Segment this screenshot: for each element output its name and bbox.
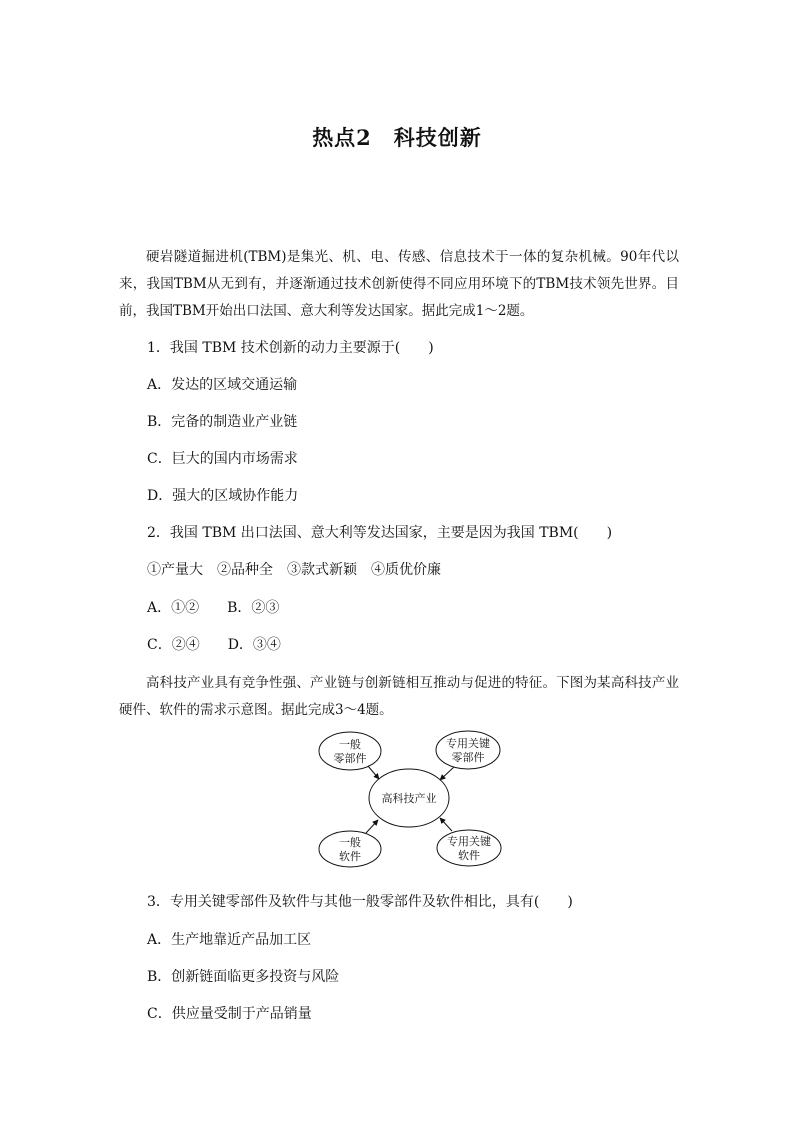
node-key-software-line2: 软件 bbox=[458, 849, 480, 862]
question-3-option-b: B．创新链面临更多投资与风险 bbox=[147, 969, 340, 985]
question-1-option-b: B．完备的制造业产业链 bbox=[147, 414, 298, 430]
node-key-parts-line1: 专用关键 bbox=[446, 737, 490, 750]
node-key-parts-line2: 零部件 bbox=[451, 751, 485, 764]
arrow-general-software bbox=[366, 820, 378, 833]
question-2-options-ab: A．①② B．②③ bbox=[147, 600, 280, 616]
question-2-stem: 2．我国 TBM 出口法国、意大利等发达国家，主要是因为我国 TBM( ) bbox=[147, 525, 613, 541]
question-3-option-c: C．供应量受制于产品销量 bbox=[147, 1006, 312, 1022]
question-3-stem: 3．专用关键零部件及软件与其他一般零部件及软件相比，具有( ) bbox=[147, 894, 573, 910]
node-general-software-line1: 一般 bbox=[339, 836, 361, 849]
node-general-software-line2: 软件 bbox=[339, 850, 361, 863]
question-1-option-d: D．强大的区域协作能力 bbox=[147, 488, 299, 504]
center-node-label: 高科技产业 bbox=[381, 792, 437, 805]
arrow-key-parts bbox=[440, 767, 454, 780]
passage-tbm: 硬岩隧道掘进机(TBM)是集光、机、电、传感、信息技术于一体的复杂机械。90年代以来，我国TBM从无到有，并逐渐通过技术创新使得不同应用环境下的TBM技术领先世界。目前，我国TBM开始出口法国、意大利等发达国家。据此完成1～2题。 bbox=[119, 249, 679, 319]
demand-diagram bbox=[310, 728, 510, 868]
node-general-parts-line2: 零部件 bbox=[333, 752, 367, 765]
question-2-options-cd: C．②④ D．③④ bbox=[147, 637, 281, 653]
question-3-option-a: A．生产地靠近产品加工区 bbox=[147, 932, 312, 948]
question-1-option-c: C．巨大的国内市场需求 bbox=[147, 451, 298, 467]
question-1-stem: 1．我国 TBM 技术创新的动力主要源于( ) bbox=[147, 340, 434, 356]
question-2-items: ①产量大 ②品种全 ③款式新颖 ④质优价廉 bbox=[147, 562, 441, 578]
question-1-option-a: A．发达的区域交通运输 bbox=[147, 377, 298, 393]
arrow-key-software bbox=[440, 818, 452, 831]
node-general-parts-line1: 一般 bbox=[339, 738, 361, 751]
arrow-general-parts bbox=[368, 766, 379, 779]
page-title: 热点2 科技创新 bbox=[312, 125, 482, 150]
passage-hightech: 高科技产业具有竞争性强、产业链与创新链相互推动与促进的特征。下图为某高科技产业硬件、软件的需求示意图。据此完成3～4题。 bbox=[119, 675, 679, 718]
node-key-software-line1: 专用关键 bbox=[447, 835, 491, 848]
